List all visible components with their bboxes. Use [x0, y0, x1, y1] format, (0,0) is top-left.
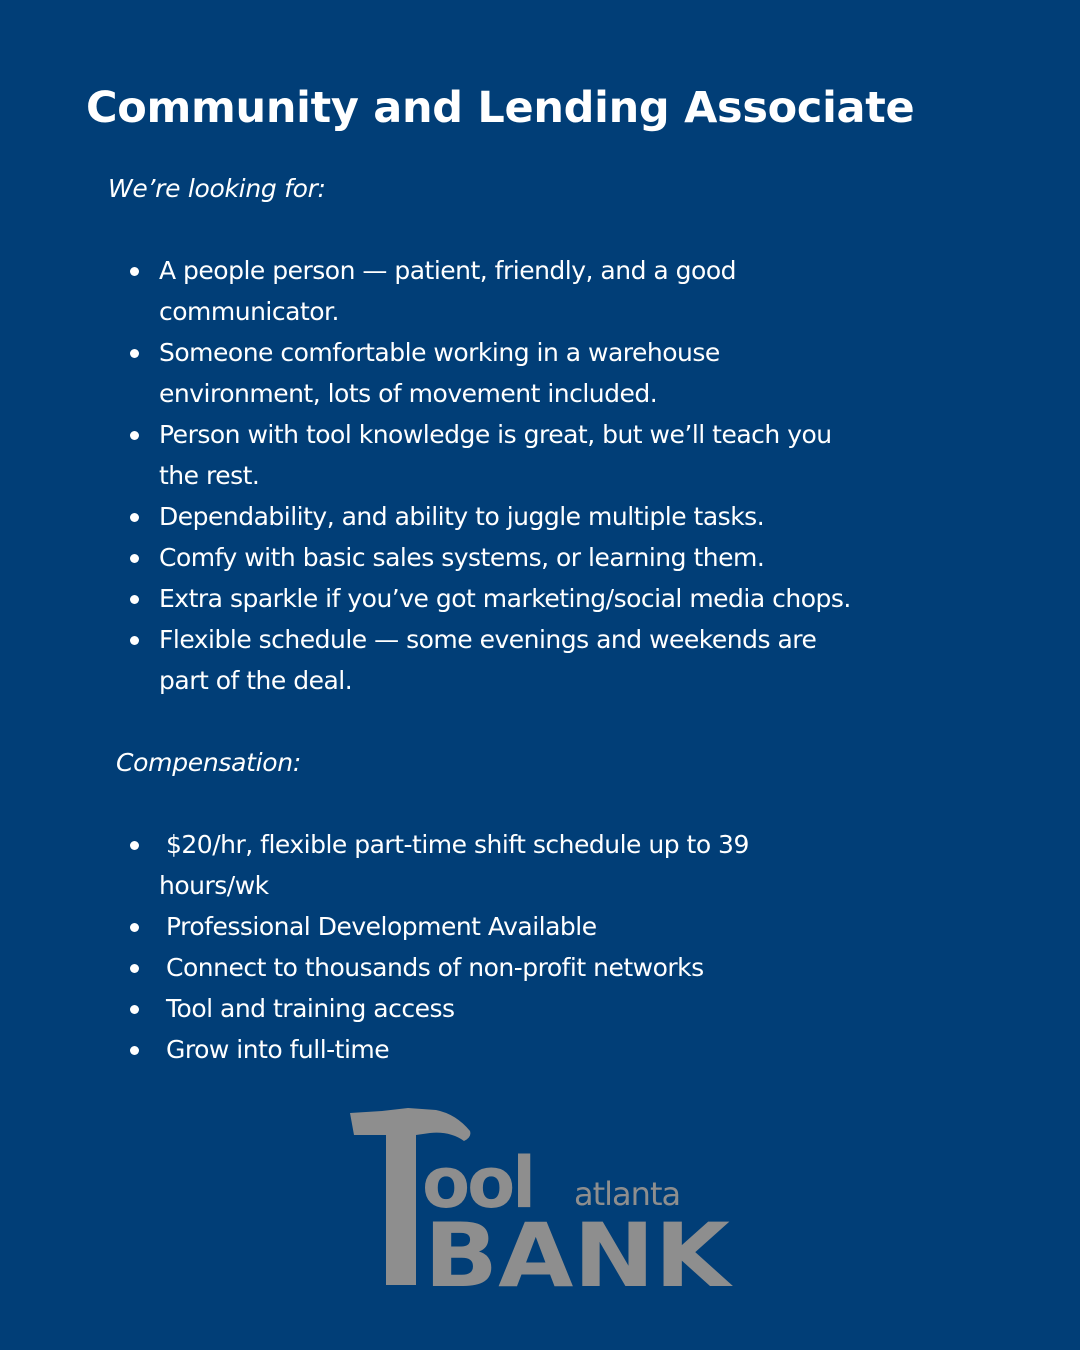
requirement-line: environment, lots of movement included.: [159, 379, 658, 408]
compensation-line: $20/hr, flexible part-time shift schedule up to 39: [166, 830, 749, 859]
bullet-icon: [130, 636, 139, 645]
bullet-icon: [130, 513, 139, 522]
bullet-icon: [130, 923, 139, 932]
requirement-line: Person with tool knowledge is great, but we’ll teach you: [159, 420, 832, 449]
bullet-icon: [130, 554, 139, 563]
bullet-icon: [130, 841, 139, 850]
compensation-line: Tool and training access: [166, 994, 455, 1023]
requirement-item: [130, 414, 990, 496]
bullet-icon: [130, 1046, 139, 1055]
requirement-line: A people person — patient, friendly, and a good: [159, 256, 737, 285]
bullet-icon: [130, 349, 139, 358]
compensation-heading: Compensation:: [116, 748, 301, 777]
compensation-line: Grow into full-time: [166, 1035, 390, 1064]
requirement-item: [130, 578, 990, 619]
toolbank-atlanta-logo: [346, 1105, 736, 1290]
bullet-icon: [130, 1005, 139, 1014]
logo-word-bank: BANK: [424, 1204, 734, 1290]
requirement-line: communicator.: [159, 297, 339, 326]
compensation-item: [130, 988, 990, 1029]
requirement-item: [130, 250, 990, 332]
logo-word-city: atlanta: [574, 1175, 681, 1213]
bullet-icon: [130, 431, 139, 440]
requirements-list: [130, 250, 990, 701]
bullet-icon: [130, 964, 139, 973]
page-title: Community and Lending Associate: [86, 83, 915, 133]
logo-word-tool: ool: [422, 1142, 534, 1224]
requirement-line: part of the deal.: [159, 666, 353, 695]
requirement-line: the rest.: [159, 461, 260, 490]
looking-for-heading: We’re looking for:: [108, 174, 326, 203]
compensation-item: [130, 1029, 990, 1070]
requirement-item: [130, 619, 990, 701]
requirement-item: [130, 496, 990, 537]
compensation-line: Professional Development Available: [166, 912, 597, 941]
bullet-icon: [130, 595, 139, 604]
compensation-item: [130, 824, 990, 906]
compensation-list: [130, 824, 990, 1070]
compensation-line: hours/wk: [159, 871, 269, 900]
requirement-line: Comfy with basic sales systems, or learning them.: [159, 543, 765, 572]
requirement-item: [130, 537, 990, 578]
requirement-line: Flexible schedule — some evenings and weekends are: [159, 625, 817, 654]
compensation-line: Connect to thousands of non-profit networks: [166, 953, 704, 982]
requirement-line: Extra sparkle if you’ve got marketing/social media chops.: [159, 584, 851, 613]
requirement-line: Someone comfortable working in a warehouse: [159, 338, 720, 367]
compensation-item: [130, 947, 990, 988]
compensation-item: [130, 906, 990, 947]
bullet-icon: [130, 267, 139, 276]
requirement-item: [130, 332, 990, 414]
requirement-line: Dependability, and ability to juggle multiple tasks.: [159, 502, 765, 531]
